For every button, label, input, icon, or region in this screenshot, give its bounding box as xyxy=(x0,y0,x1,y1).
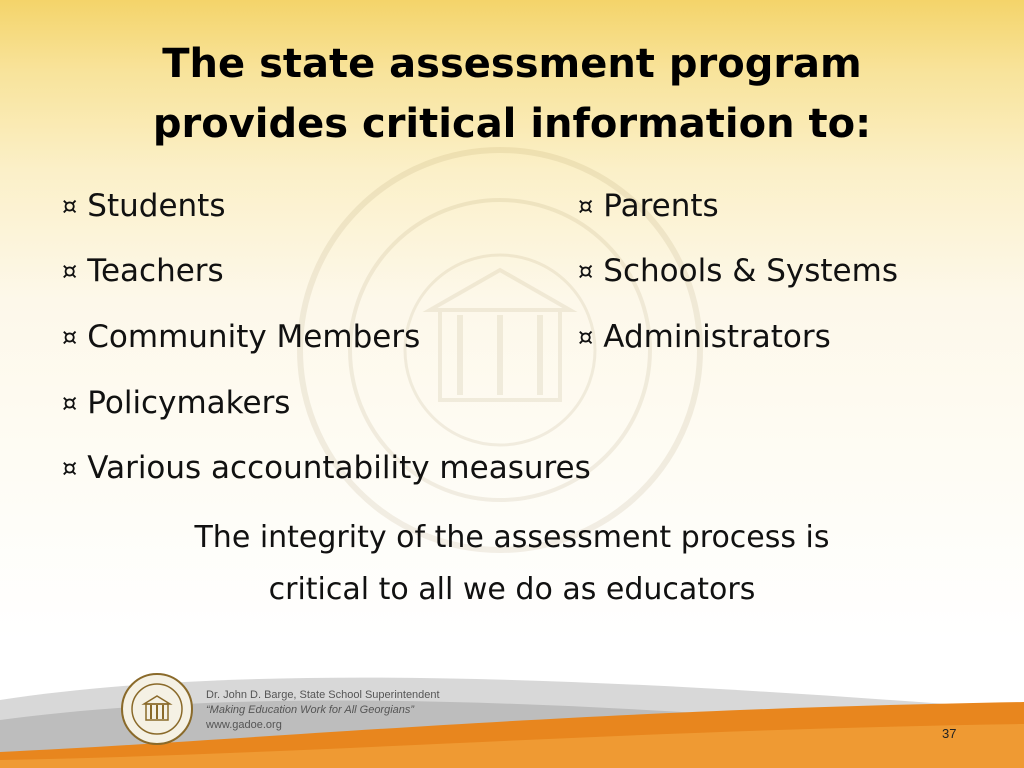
integrity-note xyxy=(0,512,1024,616)
bullet-icon: ¤ xyxy=(62,192,78,220)
list-item-label: Schools & Systems xyxy=(603,253,898,289)
list-item-students xyxy=(62,186,225,228)
list-item-label: Community Members xyxy=(87,319,421,355)
note-line-1: The integrity of the assessment process is xyxy=(194,520,830,555)
list-item-label: Administrators xyxy=(603,319,831,355)
list-item-policymakers xyxy=(62,383,290,425)
list-item-schools-systems xyxy=(578,251,898,293)
list-item-administrators xyxy=(578,317,831,359)
title-line-2: provides critical information to: xyxy=(152,101,872,147)
bullet-icon: ¤ xyxy=(578,257,594,285)
list-item-accountability-measures xyxy=(62,448,591,490)
footer-credits xyxy=(206,688,440,733)
list-item-label: Students xyxy=(87,188,226,224)
list-item-community-members xyxy=(62,317,420,359)
bullet-icon: ¤ xyxy=(578,323,594,351)
list-item-teachers xyxy=(62,251,224,293)
list-item-label: Policymakers xyxy=(87,385,291,421)
website-link[interactable]: www.gadoe.org xyxy=(206,719,282,731)
list-item-label: Parents xyxy=(603,188,719,224)
bullet-icon: ¤ xyxy=(62,323,78,351)
bullet-icon: ¤ xyxy=(62,389,78,417)
title-line-1: The state assessment program xyxy=(162,41,862,87)
bullet-icon: ¤ xyxy=(578,192,594,220)
bullet-icon: ¤ xyxy=(62,454,78,482)
note-line-2: critical to all we do as educators xyxy=(268,572,756,607)
list-item-label: Teachers xyxy=(87,253,224,289)
slide-title xyxy=(0,34,1024,154)
tagline: “Making Education Work for All Georgians” xyxy=(206,704,415,716)
superintendent-name: Dr. John D. Barge, State School Superintendent xyxy=(206,689,440,701)
page-number: 37 xyxy=(942,726,957,741)
list-item-label: Various accountability measures xyxy=(87,450,591,486)
bullet-icon: ¤ xyxy=(62,257,78,285)
list-item-parents xyxy=(578,186,719,228)
department-of-education-logo-icon xyxy=(120,672,194,746)
